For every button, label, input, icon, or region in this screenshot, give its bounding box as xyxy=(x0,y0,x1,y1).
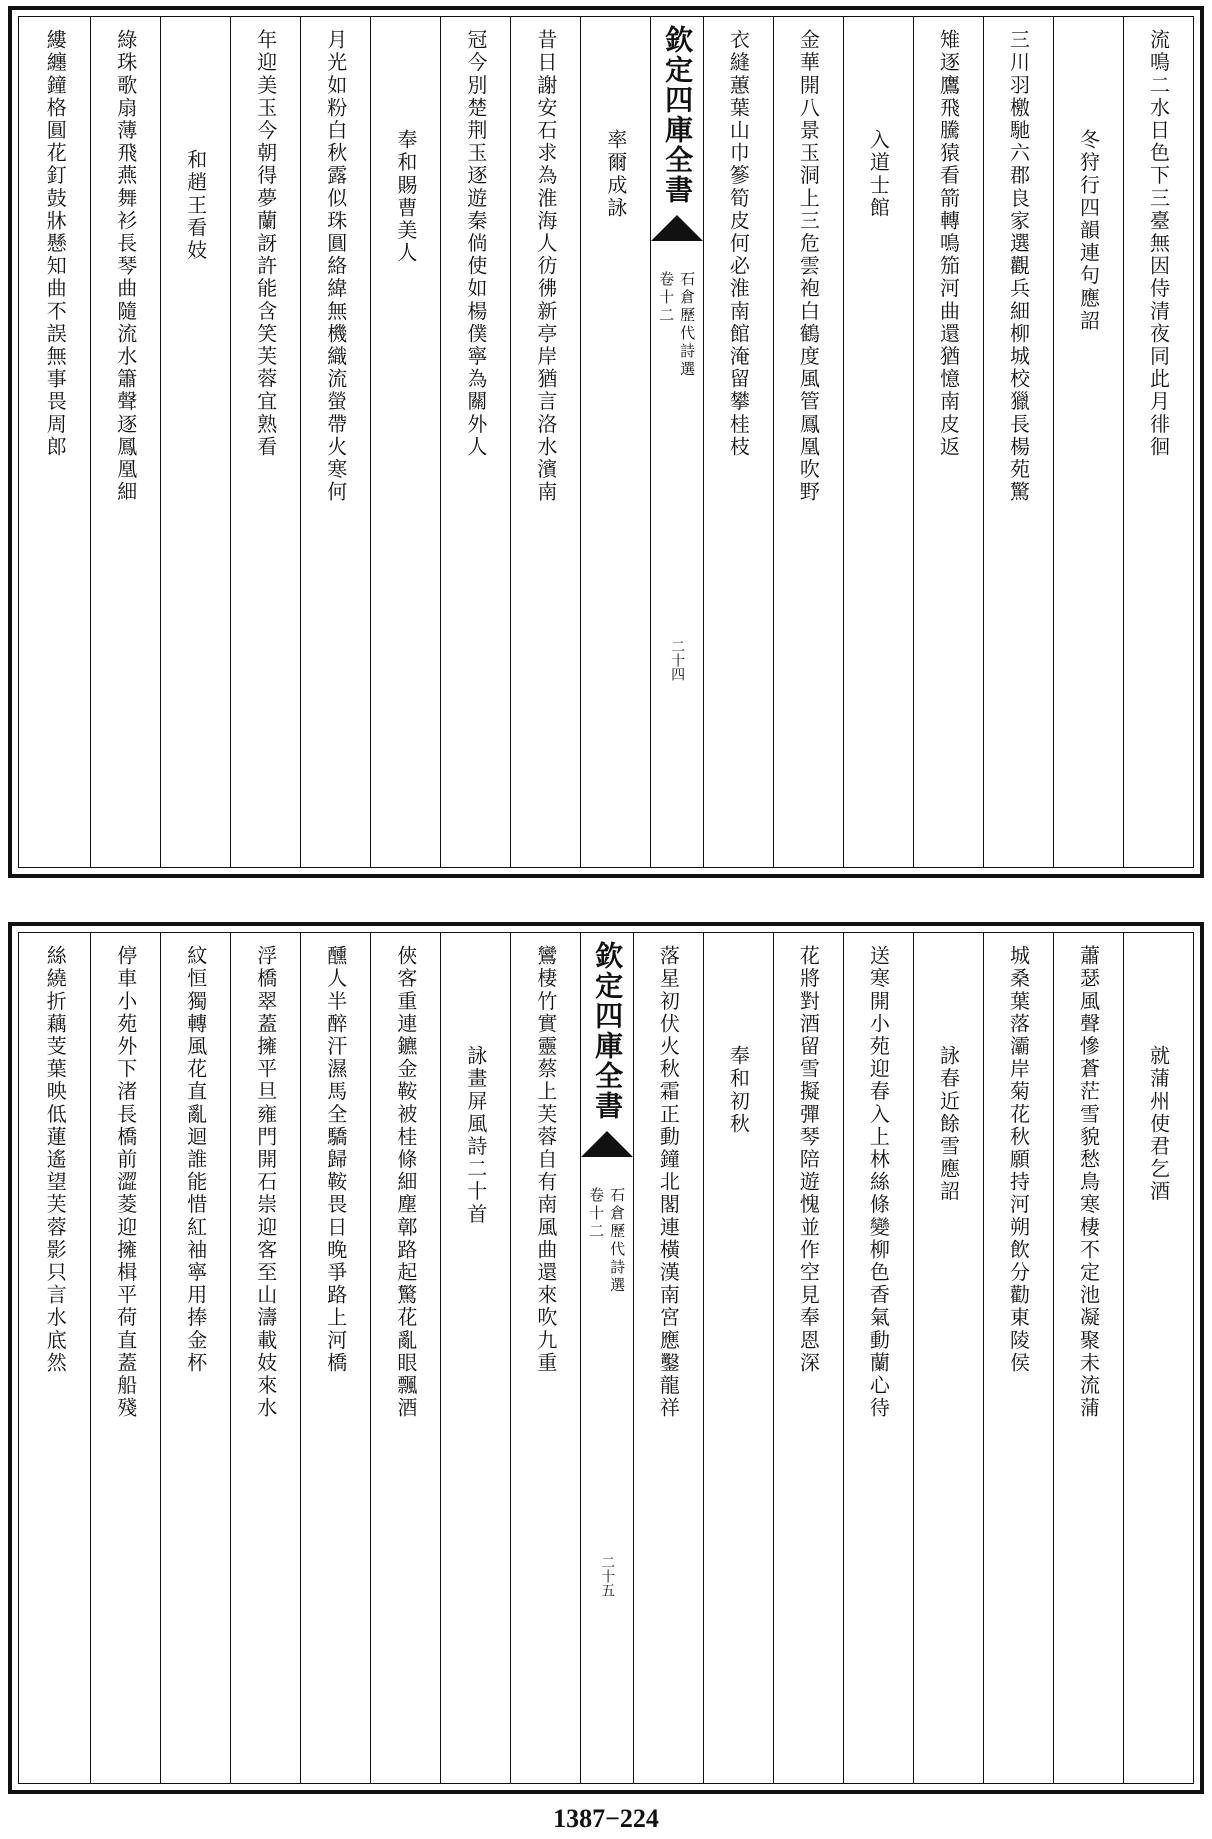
text-column xyxy=(300,17,370,867)
leaf-number: 二十五 xyxy=(599,1555,616,1597)
poem-title: 詠春近餘雪應詔 xyxy=(936,1045,961,1204)
collection-name: 石倉歷代詩選 xyxy=(608,1187,627,1295)
page-number-footer: 1387−224 xyxy=(553,1804,659,1833)
book-title: 欽定四庫全書 xyxy=(591,941,625,1121)
band-meta xyxy=(656,271,698,379)
poem-line: 金華開八景玉洞上三危雲袍白鶴度風管鳳凰吹野 xyxy=(796,29,821,504)
poem-title: 奉和賜曹美人 xyxy=(393,129,418,265)
center-fold-band xyxy=(580,933,633,1783)
poem-title: 奉和初秋 xyxy=(726,1045,751,1136)
text-column xyxy=(1053,17,1123,867)
text-column xyxy=(230,17,300,867)
text-column xyxy=(1053,933,1123,1783)
poem-line: 綠珠歌扇薄飛燕舞衫長琴曲隨流水簫聲逐鳳凰細 xyxy=(113,29,138,504)
text-column xyxy=(160,933,230,1783)
poem-title: 冬狩行四韻連句應詔 xyxy=(1076,129,1101,333)
poem-title: 詠畫屏風詩二十首 xyxy=(463,1045,488,1226)
poem-line: 醺人半醉汗濕馬全驕歸鞍畏日晚爭路上河橋 xyxy=(323,945,348,1375)
poem-line: 浮橋翠蓋擁平旦雍門開石崇迎客至山濤載妓來水 xyxy=(253,945,278,1420)
bottom-page-columns xyxy=(19,933,1193,1783)
text-column xyxy=(1123,933,1193,1783)
text-column xyxy=(230,933,300,1783)
text-column xyxy=(440,933,510,1783)
text-column xyxy=(843,933,913,1783)
poem-line: 三川羽檄馳六郡良家選觀兵細柳城校獵長楊苑驚 xyxy=(1006,29,1031,504)
poem-line: 城桑葉落灞岸菊花秋願持河朔飲分勸東陵侯 xyxy=(1006,945,1031,1375)
book-title: 欽定四庫全書 xyxy=(661,25,695,205)
top-page-panel xyxy=(8,6,1204,878)
center-fold-band xyxy=(650,17,703,867)
leaf-number: 二十四 xyxy=(669,639,686,681)
volume-label: 卷十二 xyxy=(657,271,676,325)
poem-title: 入道士館 xyxy=(866,129,891,220)
top-page-inner-frame xyxy=(18,16,1194,868)
collection-name: 石倉歷代詩選 xyxy=(678,271,697,379)
text-column xyxy=(843,17,913,867)
poem-line: 俠客重連鑣金鞍被桂條細塵鄣路起驚花亂眼飄酒 xyxy=(393,945,418,1420)
poem-line: 絲繞折藕芰葉映低蓮遙望芙蓉影只言水底然 xyxy=(43,945,68,1375)
fish-tail-mark-icon xyxy=(651,215,703,241)
text-column xyxy=(773,17,843,867)
text-column xyxy=(1123,17,1193,867)
text-column xyxy=(633,933,703,1783)
top-page-columns xyxy=(19,17,1193,867)
text-column xyxy=(20,17,90,867)
text-column xyxy=(703,17,773,867)
poem-title: 率爾成詠 xyxy=(603,129,628,220)
text-column xyxy=(773,933,843,1783)
text-column xyxy=(300,933,370,1783)
text-column xyxy=(913,933,983,1783)
poem-line: 年迎美玉今朝得夢蘭訝許能含笑芙蓉宜熟看 xyxy=(253,29,278,459)
poem-line: 衣縫蕙葉山巾篸筍皮何必淮南館淹留攀桂枝 xyxy=(726,29,751,459)
poem-line: 送寒開小苑迎春入上林絲條變柳色香氣動蘭心待 xyxy=(866,945,891,1420)
poem-line: 鸞棲竹實靈蔡上芙蓉自有南風曲還來吹九重 xyxy=(533,945,558,1375)
poem-line: 月光如粉白秋露似珠圓絡緯無機織流螢帶火寒何 xyxy=(323,29,348,504)
text-column xyxy=(510,17,580,867)
poem-line: 停車小苑外下渚長橋前澀菱迎擁楫平荷直蓋船殘 xyxy=(113,945,138,1420)
poem-line: 花將對酒留雪擬彈琴陪遊愧並作空見奉恩深 xyxy=(796,945,821,1375)
text-column xyxy=(370,17,440,867)
text-column xyxy=(983,933,1053,1783)
poem-title: 就蒲州使君乞酒 xyxy=(1146,1045,1171,1204)
poem-line: 紋恒獨轉風花直亂迴誰能惜紅袖寧用捧金杯 xyxy=(183,945,208,1375)
text-column xyxy=(580,17,650,867)
poem-line: 昔日謝安石求為淮海人彷彿新亭岸猶言洛水濱南 xyxy=(533,29,558,504)
text-column xyxy=(913,17,983,867)
poem-line: 流鳴二水日色下三臺無因侍清夜同此月徘徊 xyxy=(1146,29,1171,459)
text-column xyxy=(20,933,90,1783)
fish-tail-mark-icon xyxy=(581,1131,633,1157)
text-column xyxy=(160,17,230,867)
text-column xyxy=(90,933,160,1783)
text-column xyxy=(510,933,580,1783)
poem-line: 縷纏鐘格圓花釘鼓牀懸知曲不誤無事畏周郎 xyxy=(43,29,68,459)
text-column xyxy=(440,17,510,867)
volume-label: 卷十二 xyxy=(587,1187,606,1241)
text-column xyxy=(370,933,440,1783)
poem-line: 落星初伏火秋霜正動鐘北閣連橫漢南宮應鑿龍祥 xyxy=(656,945,681,1420)
text-column xyxy=(983,17,1053,867)
poem-line: 冠今別楚荆玉逐遊秦倘使如楊僕寧為關外人 xyxy=(463,29,488,459)
poem-line: 蕭瑟風聲慘蒼茫雪貌愁鳥寒棲不定池凝聚未流蒲 xyxy=(1076,945,1101,1420)
text-column xyxy=(90,17,160,867)
poem-line: 雉逐鷹飛騰猿看箭轉鳴笳河曲還猶憶南皮返 xyxy=(936,29,961,459)
bottom-page-panel xyxy=(8,922,1204,1794)
poem-title: 和趙王看妓 xyxy=(183,149,208,262)
text-column xyxy=(703,933,773,1783)
bottom-page-inner-frame xyxy=(18,932,1194,1784)
band-meta xyxy=(586,1187,628,1295)
